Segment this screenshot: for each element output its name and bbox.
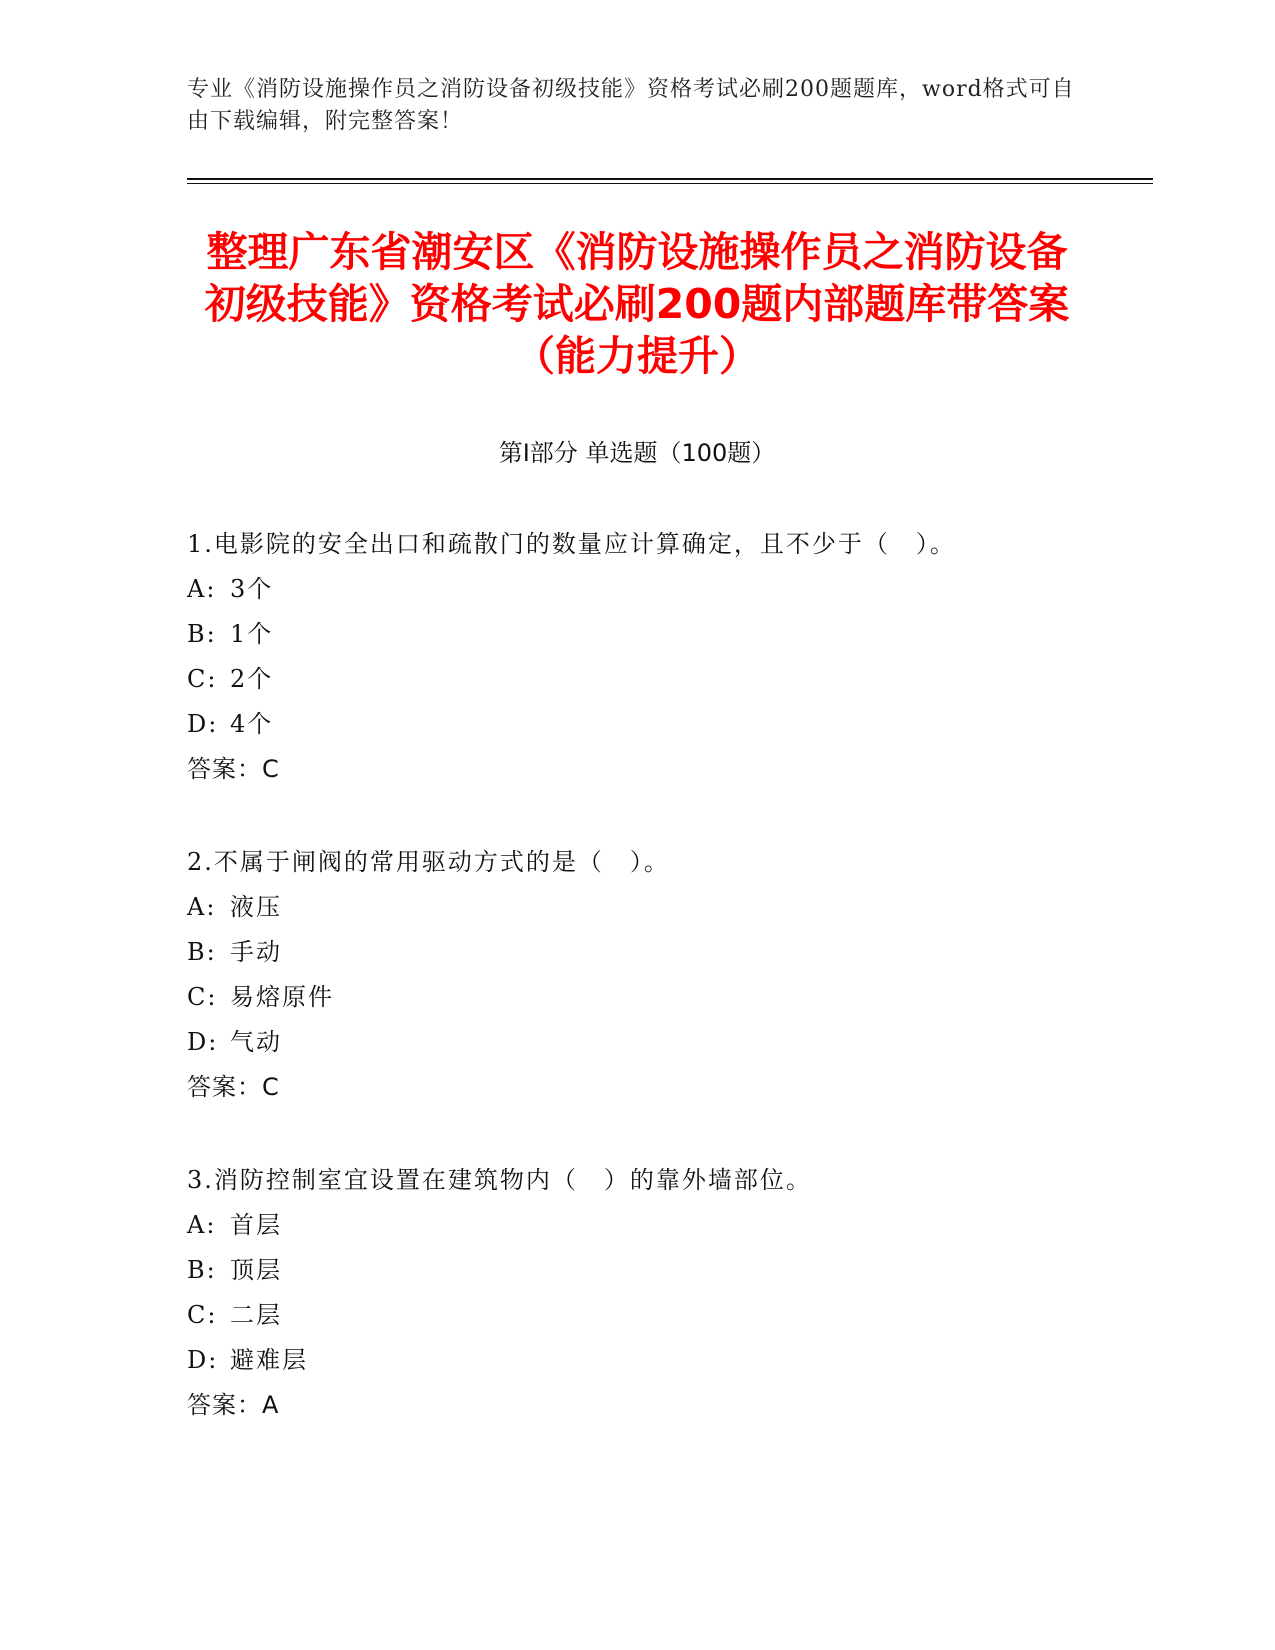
option-text: 顶层 [230,1256,282,1284]
option-letter: A: [187,1211,217,1239]
option-b [187,930,1087,975]
option-letter: C: [187,1301,218,1329]
header-divider-thick [187,178,1153,180]
option-c [187,975,1087,1020]
option-text: 2个 [230,665,274,693]
option-a [187,567,1087,612]
option-letter: D: [187,710,219,738]
option-d [187,702,1087,747]
option-text: 易熔原件 [230,983,334,1011]
option-text: 气动 [230,1028,282,1056]
option-letter: A: [187,575,217,603]
option-letter: B: [187,620,217,648]
option-a [187,1203,1087,1248]
option-c [187,657,1087,702]
question-1 [187,522,1087,792]
section-heading: 第Ⅰ部分 单选题（100题） [498,439,776,467]
option-letter: D: [187,1346,219,1374]
option-letter: A: [187,893,217,921]
document-title: 整理广东省潮安区《消防设施操作员之消防设备初级技能》资格考试必刷200题内部题库带答案（能力提升） [204,228,1070,380]
option-d [187,1020,1087,1065]
option-c [187,1293,1087,1338]
question-3 [187,1158,1087,1428]
option-text: 3个 [230,575,274,603]
option-text: 二层 [230,1301,282,1329]
header-divider-thin [187,183,1153,184]
question-2 [187,840,1087,1110]
option-letter: D: [187,1028,219,1056]
option-b [187,612,1087,657]
question-stem: 3.消防控制室宜设置在建筑物内（ ）的靠外墙部位。 [187,1166,812,1194]
option-a [187,885,1087,930]
option-text: 1个 [230,620,274,648]
header-note: 专业《消防设施操作员之消防设备初级技能》资格考试必刷200题题库，word格式可自由下载编辑，附完整答案！ [187,77,1075,134]
answer-line: 答案：C [187,755,280,783]
option-text: 避难层 [230,1346,308,1374]
answer-line: 答案：A [187,1391,280,1419]
option-letter: C: [187,665,218,693]
option-text: 液压 [230,893,282,921]
question-stem: 2.不属于闸阀的常用驱动方式的是（ ）。 [187,848,670,876]
option-b [187,1248,1087,1293]
option-letter: B: [187,938,217,966]
option-letter: B: [187,1256,217,1284]
option-letter: C: [187,983,218,1011]
option-d [187,1338,1087,1383]
answer-line: 答案：C [187,1073,280,1101]
option-text: 手动 [230,938,282,966]
option-text: 4个 [230,710,274,738]
option-text: 首层 [230,1211,282,1239]
question-stem: 1.电影院的安全出口和疏散门的数量应计算确定，且不少于（ ）。 [187,530,956,558]
